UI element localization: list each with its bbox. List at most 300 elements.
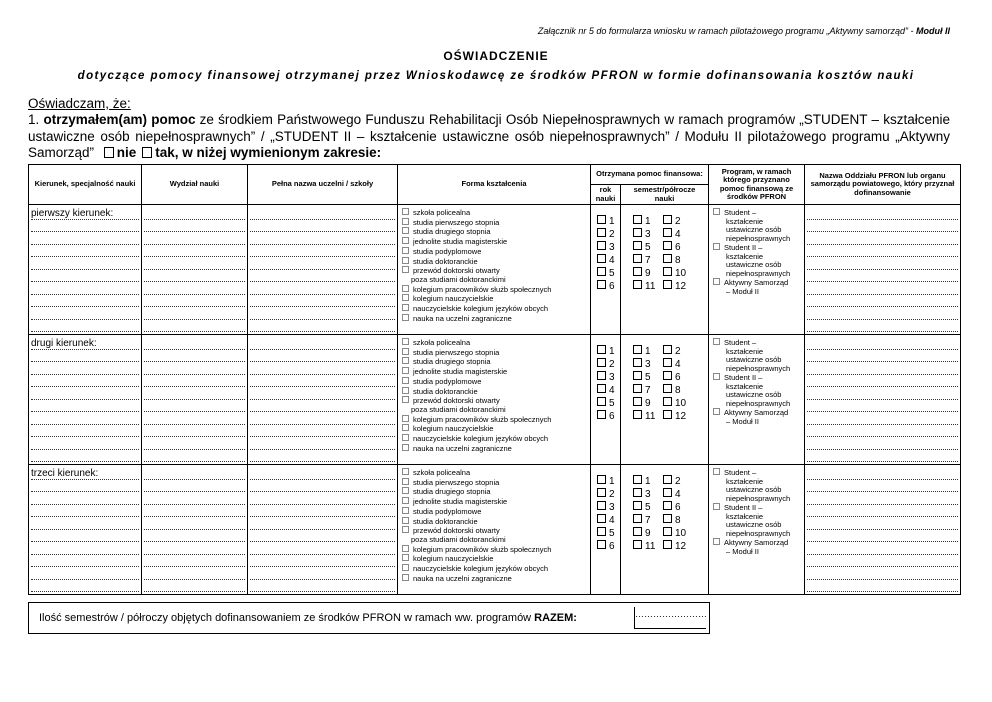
program-label: Student II – <box>724 243 763 252</box>
kierunek-line[interactable] <box>31 451 139 462</box>
uczelnia-line[interactable] <box>250 221 395 232</box>
kierunek-line[interactable] <box>31 376 139 387</box>
oddzial-line[interactable] <box>807 481 958 492</box>
semestr-checkbox[interactable] <box>633 280 642 289</box>
forma-checkbox[interactable] <box>402 294 409 301</box>
forma-checkbox[interactable] <box>402 517 409 524</box>
wydzial-line[interactable] <box>144 339 245 350</box>
forma-checkbox[interactable] <box>402 415 409 422</box>
semestr-value: 7 <box>645 255 651 266</box>
wydzial-line[interactable] <box>144 376 245 387</box>
rok-checkbox[interactable] <box>597 540 606 549</box>
rok-value: 3 <box>609 242 615 253</box>
summary-text: Ilość semestrów / półroczy objętych dofinansowaniem ze środków PFRON w ramach ww. programów <box>39 612 532 624</box>
program-label: – Moduł II <box>726 286 759 296</box>
rok-checkbox[interactable] <box>597 514 606 523</box>
kierunek-line[interactable] <box>31 519 139 530</box>
forma-option: studia drugiego stopnia <box>413 357 491 367</box>
forma-checkbox[interactable] <box>402 507 409 514</box>
kierunek-cell <box>29 335 142 465</box>
forma-option: poza studiami doktoranckimi <box>411 274 506 284</box>
oddzial-line[interactable] <box>807 426 958 437</box>
wydzial-line[interactable] <box>144 481 245 492</box>
program-checkbox[interactable] <box>713 243 720 250</box>
semestr-checkbox[interactable] <box>633 514 642 523</box>
forma-checkbox[interactable] <box>402 387 409 394</box>
program-label: – Moduł II <box>726 416 759 426</box>
forma-cell <box>398 465 591 595</box>
forma-checkbox[interactable] <box>402 444 409 451</box>
uczelnia-line[interactable] <box>250 481 395 492</box>
wydzial-line[interactable] <box>144 451 245 462</box>
program-label: Student – <box>724 468 757 477</box>
forma-checkbox[interactable] <box>402 304 409 311</box>
uczelnia-line[interactable] <box>250 364 395 375</box>
semestr-checkbox[interactable] <box>633 371 642 380</box>
uczelnia-line[interactable] <box>250 544 395 555</box>
uczelnia-line[interactable] <box>250 426 395 437</box>
kierunek-line[interactable] <box>31 271 139 282</box>
semestr-checkbox[interactable] <box>663 241 672 250</box>
semestr-checkbox[interactable] <box>663 397 672 406</box>
kierunek-line[interactable] <box>31 221 139 232</box>
forma-option: szkoła policealna <box>413 338 471 347</box>
program-cell <box>709 205 805 335</box>
program-label: niepełnosprawnych <box>726 363 791 373</box>
forma-checkbox[interactable] <box>402 526 409 533</box>
wydzial-line[interactable] <box>144 389 245 400</box>
kierunek-line[interactable] <box>31 321 139 332</box>
oddzial-line[interactable] <box>807 309 958 320</box>
uczelnia-cell <box>248 205 398 335</box>
forma-checkbox[interactable] <box>402 574 409 581</box>
semestr-value: 8 <box>675 515 681 526</box>
uczelnia-line[interactable] <box>250 439 395 450</box>
wydzial-line[interactable] <box>144 519 245 530</box>
semestr-value: 2 <box>675 476 681 487</box>
oddzial-line[interactable] <box>807 246 958 257</box>
rok-checkbox[interactable] <box>597 488 606 497</box>
wydzial-line[interactable] <box>144 351 245 362</box>
uczelnia-line[interactable] <box>250 494 395 505</box>
semestr-checkbox[interactable] <box>663 410 672 419</box>
summary-total-field[interactable]: …………………… <box>634 607 706 629</box>
semestr-checkbox[interactable] <box>633 228 642 237</box>
semestr-value: 1 <box>645 476 651 487</box>
semestr-checkbox[interactable] <box>633 397 642 406</box>
program-label: Student II – <box>724 373 763 382</box>
oddzial-line[interactable] <box>807 364 958 375</box>
semestr-checkbox[interactable] <box>633 215 642 224</box>
uczelnia-line[interactable] <box>250 351 395 362</box>
uczelnia-line[interactable] <box>250 569 395 580</box>
semestr-checkbox[interactable] <box>633 241 642 250</box>
kierunek-line[interactable] <box>31 414 139 425</box>
rok-value: 1 <box>609 346 615 357</box>
program-label: ustawiczne osób <box>726 390 782 399</box>
rok-checkbox[interactable] <box>597 254 606 263</box>
kierunek-line[interactable] <box>31 581 139 592</box>
oddzial-line[interactable] <box>807 494 958 505</box>
forma-checkbox[interactable] <box>402 478 409 485</box>
oddzial-line[interactable] <box>807 321 958 332</box>
program-checkbox[interactable] <box>713 373 720 380</box>
forma-checkbox[interactable] <box>402 396 409 403</box>
rok-checkbox[interactable] <box>597 228 606 237</box>
forma-checkbox[interactable] <box>402 424 409 431</box>
program-checkbox[interactable] <box>713 338 720 345</box>
wydzial-line[interactable] <box>144 271 245 282</box>
oddzial-line[interactable] <box>807 234 958 245</box>
semestr-checkbox[interactable] <box>633 527 642 536</box>
program-label: kształcenie <box>726 251 764 261</box>
forma-option: studia pierwszego stopnia <box>413 217 500 227</box>
oddzial-line[interactable] <box>807 271 958 282</box>
semestr-value: 1 <box>645 216 651 227</box>
uczelnia-line[interactable] <box>250 284 395 295</box>
oddzial-line[interactable] <box>807 451 958 462</box>
forma-option: studia drugiego stopnia <box>413 487 491 497</box>
semestr-checkbox[interactable] <box>633 254 642 263</box>
header-wydzial: Wydział nauki <box>142 165 248 205</box>
semestr-checkbox[interactable] <box>663 371 672 380</box>
forma-option: kolegium pracowników służb społecznych <box>413 284 552 294</box>
semestr-checkbox[interactable] <box>663 488 672 497</box>
uczelnia-line[interactable] <box>250 259 395 270</box>
program-label: Aktywny Samorząd <box>724 538 789 547</box>
wydzial-line[interactable] <box>144 364 245 375</box>
forma-option: szkoła policealna <box>413 208 471 217</box>
semestr-checkbox[interactable] <box>663 267 672 276</box>
oddzial-line[interactable] <box>807 581 958 592</box>
semestr-value: 6 <box>675 242 681 253</box>
wydzial-line[interactable] <box>144 309 245 320</box>
uczelnia-line[interactable] <box>250 246 395 257</box>
semestr-checkbox[interactable] <box>633 410 642 419</box>
wydzial-line[interactable] <box>144 401 245 412</box>
forma-checkbox[interactable] <box>402 348 409 355</box>
forma-checkbox[interactable] <box>402 227 409 234</box>
summary-total-label: RAZEM: <box>534 612 577 624</box>
forma-checkbox[interactable] <box>402 377 409 384</box>
oddzial-line[interactable] <box>807 284 958 295</box>
oddzial-line[interactable] <box>807 469 958 480</box>
uczelnia-line[interactable] <box>250 234 395 245</box>
uczelnia-line[interactable] <box>250 339 395 350</box>
wydzial-line[interactable] <box>144 246 245 257</box>
uczelnia-line[interactable] <box>250 451 395 462</box>
wydzial-line[interactable] <box>144 296 245 307</box>
semestr-checkbox[interactable] <box>663 475 672 484</box>
forma-checkbox[interactable] <box>402 434 409 441</box>
uczelnia-line[interactable] <box>250 296 395 307</box>
kierunek-line[interactable] <box>31 401 139 412</box>
forma-option: nauczycielskie kolegium języków obcych <box>413 304 549 314</box>
semestr-value: 4 <box>675 489 681 500</box>
forma-cell <box>398 335 591 465</box>
option-no-checkbox[interactable] <box>104 147 114 158</box>
wydzial-line[interactable] <box>144 221 245 232</box>
semestr-checkbox[interactable] <box>663 215 672 224</box>
uczelnia-line[interactable] <box>250 556 395 567</box>
wydzial-line[interactable] <box>144 581 245 592</box>
uczelnia-line[interactable] <box>250 531 395 542</box>
oddzial-line[interactable] <box>807 569 958 580</box>
forma-option: studia podyplomowe <box>413 376 482 386</box>
program-checkbox[interactable] <box>713 208 720 215</box>
uczelnia-line[interactable] <box>250 469 395 480</box>
semestr-value: 2 <box>675 346 681 357</box>
semestr-checkbox[interactable] <box>633 488 642 497</box>
semestr-value: 10 <box>675 268 687 279</box>
oddzial-line[interactable] <box>807 439 958 450</box>
program-label: kształcenie <box>726 346 764 356</box>
rok-checkbox[interactable] <box>597 384 606 393</box>
forma-checkbox[interactable] <box>402 285 409 292</box>
uczelnia-line[interactable] <box>250 506 395 517</box>
wydzial-line[interactable] <box>144 569 245 580</box>
forma-checkbox[interactable] <box>402 545 409 552</box>
oddzial-line[interactable] <box>807 351 958 362</box>
semestr-cell <box>621 335 709 465</box>
rok-checkbox[interactable] <box>597 475 606 484</box>
option-yes-checkbox[interactable] <box>142 147 152 158</box>
forma-option: studia doktoranckie <box>413 516 478 526</box>
uczelnia-line[interactable] <box>250 581 395 592</box>
wydzial-cell <box>142 205 248 335</box>
forma-option: przewód doktorski otwarty <box>413 526 500 536</box>
semestr-cell <box>621 205 709 335</box>
rok-checkbox[interactable] <box>597 397 606 406</box>
kierunek-line[interactable] <box>31 481 139 492</box>
document-subtitle: dotyczące pomocy finansowej otrzymanej przez Wnioskodawcę ze środków PFRON w formie dofinansowania kosztów nauki <box>77 70 915 82</box>
forma-checkbox[interactable] <box>402 497 409 504</box>
semestr-value: 6 <box>675 372 681 383</box>
uczelnia-line[interactable] <box>250 519 395 530</box>
forma-option: studia podyplomowe <box>413 246 482 256</box>
oddzial-line[interactable] <box>807 221 958 232</box>
kierunek-line[interactable] <box>31 531 139 542</box>
semestr-checkbox[interactable] <box>633 384 642 393</box>
rok-value: 6 <box>609 281 615 292</box>
wydzial-line[interactable] <box>144 544 245 555</box>
forma-checkbox[interactable] <box>402 208 409 215</box>
semestr-value: 5 <box>645 242 651 253</box>
uczelnia-line[interactable] <box>250 271 395 282</box>
program-checkbox[interactable] <box>713 468 720 475</box>
rok-value: 1 <box>609 476 615 487</box>
semestr-checkbox[interactable] <box>663 345 672 354</box>
oddzial-line[interactable] <box>807 556 958 567</box>
kierunek-line[interactable] <box>31 284 139 295</box>
forma-option: jednolite studia magisterskie <box>413 237 508 247</box>
rok-checkbox[interactable] <box>597 345 606 354</box>
forma-option: przewód doktorski otwarty <box>413 396 500 406</box>
rok-value: 5 <box>609 398 615 409</box>
semestr-checkbox[interactable] <box>633 267 642 276</box>
wydzial-line[interactable] <box>144 259 245 270</box>
forma-option: jednolite studia magisterskie <box>413 367 508 377</box>
wydzial-line[interactable] <box>144 284 245 295</box>
forma-option: nauka na uczelni zagraniczne <box>413 573 512 583</box>
semestr-value: 5 <box>645 502 651 513</box>
kierunek-line[interactable] <box>31 309 139 320</box>
semestr-checkbox[interactable] <box>663 540 672 549</box>
oddzial-line[interactable] <box>807 389 958 400</box>
rok-checkbox[interactable] <box>597 358 606 367</box>
rok-checkbox[interactable] <box>597 501 606 510</box>
uczelnia-line[interactable] <box>250 209 395 220</box>
semestr-value: 11 <box>645 541 656 552</box>
forma-checkbox[interactable] <box>402 314 409 321</box>
program-label: kształcenie <box>726 511 764 521</box>
program-checkbox[interactable] <box>713 538 720 545</box>
oddzial-line[interactable] <box>807 259 958 270</box>
semestr-checkbox[interactable] <box>663 527 672 536</box>
education-table <box>28 164 961 595</box>
program-checkbox[interactable] <box>713 408 720 415</box>
kierunek-line[interactable] <box>31 389 139 400</box>
forma-checkbox[interactable] <box>402 367 409 374</box>
forma-option: studia drugiego stopnia <box>413 227 491 237</box>
semestr-checkbox[interactable] <box>663 228 672 237</box>
rok-checkbox[interactable] <box>597 371 606 380</box>
kierunek-line[interactable] <box>31 259 139 270</box>
kierunek-line[interactable] <box>31 246 139 257</box>
oddzial-line[interactable] <box>807 414 958 425</box>
wydzial-line[interactable] <box>144 234 245 245</box>
program-label: – Moduł II <box>726 546 759 556</box>
semestr-value: 10 <box>675 398 687 409</box>
wydzial-line[interactable] <box>144 506 245 517</box>
semestr-checkbox[interactable] <box>633 540 642 549</box>
kierunek-line[interactable] <box>31 439 139 450</box>
uczelnia-cell <box>248 465 398 595</box>
oddzial-line[interactable] <box>807 506 958 517</box>
program-checkbox[interactable] <box>713 503 720 510</box>
kierunek-line[interactable] <box>31 506 139 517</box>
semestr-checkbox[interactable] <box>663 358 672 367</box>
wydzial-line[interactable] <box>144 426 245 437</box>
kierunek-line[interactable] <box>31 364 139 375</box>
forma-checkbox[interactable] <box>402 218 409 225</box>
rok-checkbox[interactable] <box>597 215 606 224</box>
oddzial-line[interactable] <box>807 544 958 555</box>
semestr-checkbox[interactable] <box>663 280 672 289</box>
semestr-checkbox[interactable] <box>663 254 672 263</box>
uczelnia-line[interactable] <box>250 321 395 332</box>
semestr-checkbox[interactable] <box>663 501 672 510</box>
forma-checkbox[interactable] <box>402 257 409 264</box>
wydzial-line[interactable] <box>144 469 245 480</box>
uczelnia-line[interactable] <box>250 414 395 425</box>
kierunek-line[interactable] <box>31 556 139 567</box>
program-checkbox[interactable] <box>713 278 720 285</box>
forma-option: kolegium nauczycielskie <box>413 554 494 564</box>
kierunek-line[interactable] <box>31 234 139 245</box>
forma-checkbox[interactable] <box>402 554 409 561</box>
header-semestr: semestr/półrocze nauki <box>621 185 709 205</box>
kierunek-label: trzeci kierunek: <box>31 469 139 480</box>
oddzial-line[interactable] <box>807 531 958 542</box>
forma-checkbox[interactable] <box>402 338 409 345</box>
rok-value: 5 <box>609 528 615 539</box>
uczelnia-line[interactable] <box>250 389 395 400</box>
rok-checkbox[interactable] <box>597 267 606 276</box>
semestr-checkbox[interactable] <box>633 345 642 354</box>
kierunek-line[interactable] <box>31 544 139 555</box>
semestr-value: 7 <box>645 385 651 396</box>
rok-checkbox[interactable] <box>597 280 606 289</box>
program-label: ustawiczne osób <box>726 355 782 364</box>
wydzial-line[interactable] <box>144 414 245 425</box>
wydzial-line[interactable] <box>144 556 245 567</box>
kierunek-cell <box>29 205 142 335</box>
forma-checkbox[interactable] <box>402 266 409 273</box>
oddzial-line[interactable] <box>807 401 958 412</box>
summary-box <box>28 602 710 634</box>
wydzial-line[interactable] <box>144 209 245 220</box>
kierunek-line[interactable] <box>31 569 139 580</box>
semestr-value: 7 <box>645 515 651 526</box>
rok-checkbox[interactable] <box>597 410 606 419</box>
uczelnia-line[interactable] <box>250 376 395 387</box>
semestr-value: 3 <box>645 229 651 240</box>
uczelnia-line[interactable] <box>250 309 395 320</box>
wydzial-line[interactable] <box>144 439 245 450</box>
semestr-value: 1 <box>645 346 651 357</box>
semestr-checkbox[interactable] <box>633 358 642 367</box>
semestr-checkbox[interactable] <box>633 475 642 484</box>
rok-checkbox[interactable] <box>597 241 606 250</box>
wydzial-line[interactable] <box>144 321 245 332</box>
semestr-checkbox[interactable] <box>633 501 642 510</box>
program-label: ustawiczne osób <box>726 485 782 494</box>
forma-checkbox[interactable] <box>402 564 409 571</box>
document-title: OŚWIADCZENIE <box>443 49 549 63</box>
semestr-value: 12 <box>675 281 687 292</box>
statement-intro: Oświadczam, że: <box>28 96 131 111</box>
kierunek-line[interactable] <box>31 351 139 362</box>
rok-cell <box>591 205 621 335</box>
oddzial-line[interactable] <box>807 519 958 530</box>
semestr-checkbox[interactable] <box>663 384 672 393</box>
semestr-checkbox[interactable] <box>663 514 672 523</box>
oddzial-line[interactable] <box>807 209 958 220</box>
forma-checkbox[interactable] <box>402 247 409 254</box>
header-pomoc: Otrzymana pomoc finansowa: <box>591 165 709 185</box>
oddzial-line[interactable] <box>807 339 958 350</box>
oddzial-line[interactable] <box>807 376 958 387</box>
forma-checkbox[interactable] <box>402 487 409 494</box>
oddzial-line[interactable] <box>807 296 958 307</box>
wydzial-line[interactable] <box>144 494 245 505</box>
semestr-value: 9 <box>645 398 651 409</box>
uczelnia-line[interactable] <box>250 401 395 412</box>
kierunek-line[interactable] <box>31 296 139 307</box>
table-row <box>29 465 961 595</box>
semestr-value: 9 <box>645 268 651 279</box>
forma-checkbox[interactable] <box>402 468 409 475</box>
forma-checkbox[interactable] <box>402 357 409 364</box>
semestr-value: 9 <box>645 528 651 539</box>
kierunek-line[interactable] <box>31 426 139 437</box>
wydzial-line[interactable] <box>144 531 245 542</box>
rok-checkbox[interactable] <box>597 527 606 536</box>
forma-checkbox[interactable] <box>402 237 409 244</box>
kierunek-line[interactable] <box>31 494 139 505</box>
program-label: niepełnosprawnych <box>726 233 791 243</box>
